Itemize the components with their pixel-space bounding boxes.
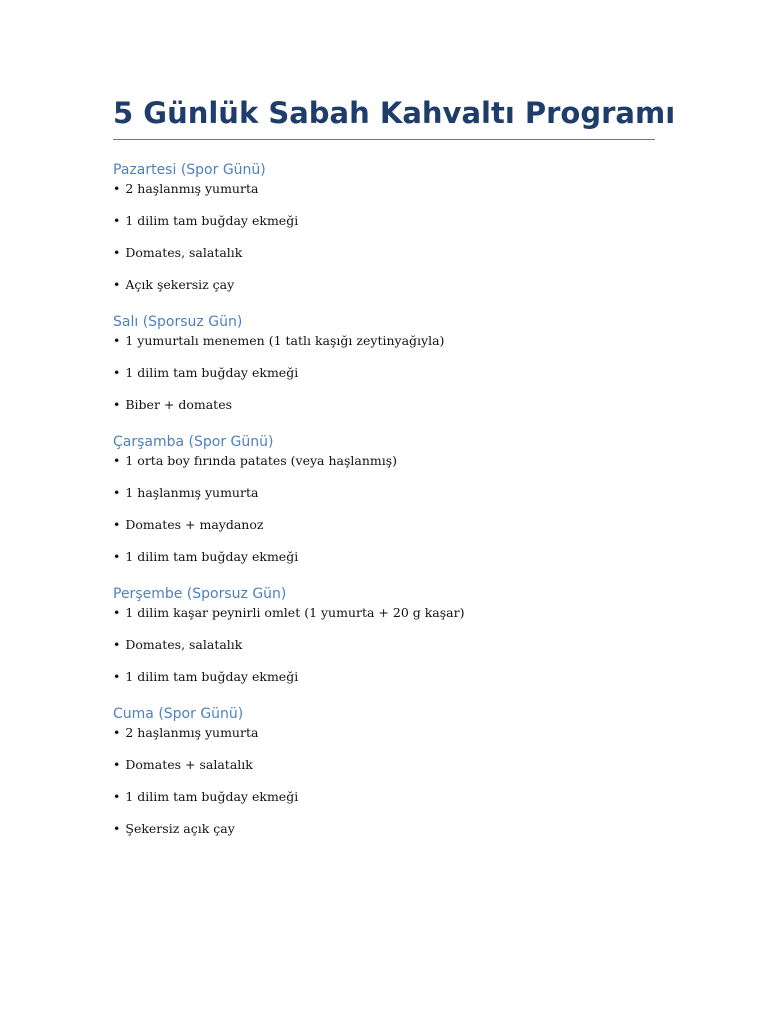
item-text: 1 dilim tam buğday ekmeği	[125, 669, 299, 684]
bullet: •	[113, 485, 121, 500]
item-text: Açık şekersiz çay	[125, 277, 235, 292]
item-text: 1 haşlanmış yumurta	[125, 485, 259, 500]
bullet: •	[113, 789, 121, 804]
day-heading: Pazartesi (Spor Günü)	[113, 162, 266, 178]
bullet: •	[113, 637, 121, 652]
item-list	[113, 604, 655, 686]
list-item	[113, 276, 655, 294]
item-text: 1 dilim tam buğday ekmeği	[125, 213, 299, 228]
day-heading: Cuma (Spor Günü)	[113, 706, 244, 722]
bullet: •	[113, 605, 121, 620]
page-title: 5 Günlük Sabah Kahvaltı Programı	[113, 92, 655, 140]
list-item	[113, 756, 655, 774]
bullet: •	[113, 757, 121, 772]
list-item	[113, 724, 655, 742]
day-section-wednesday	[113, 432, 655, 566]
list-item	[113, 332, 655, 350]
bullet: •	[113, 213, 121, 228]
item-list	[113, 332, 655, 414]
list-item	[113, 604, 655, 622]
bullet: •	[113, 397, 121, 412]
list-item	[113, 244, 655, 262]
list-item	[113, 364, 655, 382]
bullet: •	[113, 669, 121, 684]
bullet: •	[113, 245, 121, 260]
day-heading: Çarşamba (Spor Günü)	[113, 434, 274, 450]
list-item	[113, 548, 655, 566]
document-page	[113, 92, 676, 838]
item-text: 2 haşlanmış yumurta	[125, 725, 259, 740]
item-text: 1 yumurtalı menemen (1 tatlı kaşığı zeytinyağıyla)	[125, 333, 445, 348]
list-item	[113, 820, 655, 838]
day-heading: Salı (Sporsuz Gün)	[113, 314, 243, 330]
day-section-friday	[113, 704, 655, 838]
bullet: •	[113, 821, 121, 836]
bullet: •	[113, 181, 121, 196]
item-text: Domates + maydanoz	[125, 517, 264, 532]
bullet: •	[113, 517, 121, 532]
item-text: Domates, salatalık	[125, 245, 243, 260]
item-text: 1 dilim tam buğday ekmeği	[125, 549, 299, 564]
list-item	[113, 484, 655, 502]
item-list	[113, 724, 655, 838]
bullet: •	[113, 333, 121, 348]
list-item	[113, 636, 655, 654]
bullet: •	[113, 365, 121, 380]
list-item	[113, 516, 655, 534]
list-item	[113, 212, 655, 230]
item-text: Domates + salatalık	[125, 757, 253, 772]
item-list	[113, 452, 655, 566]
list-item	[113, 788, 655, 806]
list-item	[113, 668, 655, 686]
day-section-thursday	[113, 584, 655, 686]
bullet: •	[113, 277, 121, 292]
bullet: •	[113, 725, 121, 740]
item-text: Domates, salatalık	[125, 637, 243, 652]
item-text: Biber + domates	[125, 397, 233, 412]
list-item	[113, 396, 655, 414]
list-item	[113, 452, 655, 470]
item-text: Şekersiz açık çay	[125, 821, 235, 836]
list-item	[113, 180, 655, 198]
day-heading: Perşembe (Sporsuz Gün)	[113, 586, 287, 602]
item-text: 1 orta boy fırında patates (veya haşlanmış)	[125, 453, 398, 468]
day-section-monday	[113, 160, 655, 294]
bullet: •	[113, 453, 121, 468]
item-text: 1 dilim tam buğday ekmeği	[125, 365, 299, 380]
bullet: •	[113, 549, 121, 564]
item-list	[113, 180, 655, 294]
item-text: 1 dilim kaşar peynirli omlet (1 yumurta + 20 g kaşar)	[125, 605, 465, 620]
item-text: 1 dilim tam buğday ekmeği	[125, 789, 299, 804]
item-text: 2 haşlanmış yumurta	[125, 181, 259, 196]
day-section-tuesday	[113, 312, 655, 414]
